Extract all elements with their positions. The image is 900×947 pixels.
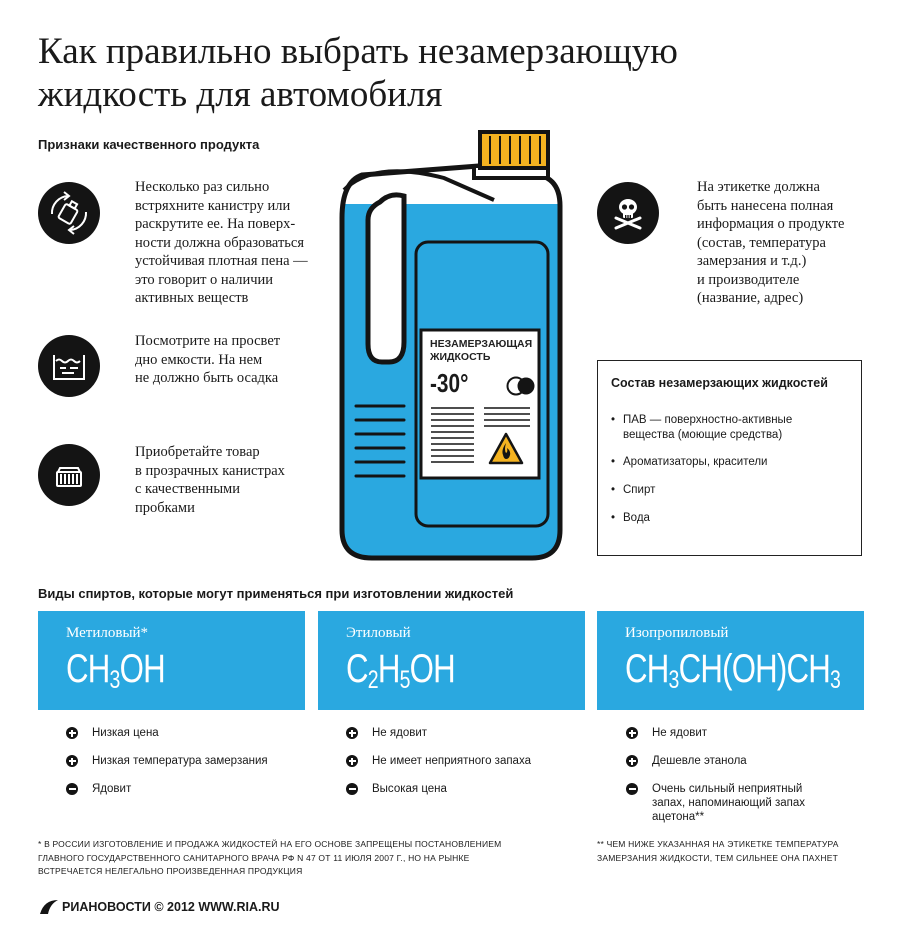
composition-item-line: вещества (моющие средства) — [623, 429, 783, 441]
tip-bottom-line: Посмотрите на просвет — [135, 333, 281, 349]
prop-line: Не ядовит — [372, 727, 428, 739]
tip-label-line: быть нанесена полная — [697, 197, 834, 214]
formula-subscript: 3 — [109, 666, 120, 694]
footnote-line: ВСТРЕЧАЕТСЯ НЕЛЕГАЛЬНО ПРОИЗВЕДЕННАЯ ПРОДУКЦИЯ — [38, 866, 303, 876]
brand-name: РИАНОВОСТИ — [62, 900, 151, 914]
prop-line: Низкая цена — [92, 727, 159, 739]
composition-item-line: • Ароматизаторы, красители — [623, 456, 768, 468]
footnote-line: ** ЧЕМ НИЖЕ УКАЗАННАЯ НА ЭТИКЕТКЕ ТЕМПЕРАТУРА — [597, 839, 839, 849]
tip-label — [697, 178, 845, 308]
tip-shake — [135, 178, 308, 308]
footnote-line: * В РОССИИ ИЗГОТОВЛЕНИЕ И ПРОДАЖА ЖИДКОСТЕЙ НА ЕГО ОСНОВЕ ЗАПРЕЩЕНЫ ПОСТАНОВЛЕНИЕМ — [38, 839, 502, 849]
signs-heading: Признаки качественного продукта — [38, 137, 260, 152]
brand-copyright: © 2012 WWW.RIA.RU — [154, 900, 280, 914]
formula-part: OH — [409, 647, 455, 691]
prop-line: Ядовит — [92, 783, 132, 795]
plus-icon — [626, 727, 638, 739]
footnote-line: ГЛАВНОГО ГОСУДАРСТВЕННОГО САНИТАРНОГО ВРАЧА РФ N 47 ОТ 11 ИЮЛЯ 2007 Г., НО НА РЫНКЕ — [38, 852, 470, 863]
prop-line: запах, напоминающий запах — [652, 797, 806, 809]
plus-icon — [626, 755, 638, 767]
shake-bottle-icon — [38, 182, 100, 244]
composition-item — [623, 455, 768, 470]
tip-shake-line: это говорит о наличии — [135, 271, 274, 288]
isopropyl-prop — [652, 726, 707, 740]
formula-part: CH — [66, 647, 110, 691]
tip-bottom-line: дно емкости. На нем — [135, 351, 263, 368]
formula-subscript: 2 — [367, 666, 378, 694]
composition-item-line: • Спирт — [623, 484, 656, 496]
bottle-label-line-1: НЕЗАМЕРЗАЮЩАЯ — [430, 338, 533, 350]
tip-label-line: и производителе — [697, 271, 800, 288]
minus-icon — [626, 783, 638, 795]
prop-line: ацетона** — [652, 811, 705, 823]
tip-shake-line: ности должна образоваться — [135, 234, 305, 251]
formula-part: H — [377, 647, 400, 691]
formula-subscript: 3 — [668, 666, 679, 694]
plus-icon — [66, 727, 78, 739]
alcohols-heading: Виды спиртов, которые могут применяться при изготовлении жидкостей — [38, 586, 514, 601]
formula-subscript: 3 — [830, 666, 841, 694]
footnote-smell — [597, 838, 839, 865]
ria-logo-icon — [38, 898, 60, 916]
prop-line: Высокая цена — [372, 783, 447, 795]
bottle-label-temperature: -30° — [430, 368, 469, 398]
ethyl-formula — [346, 647, 455, 694]
methyl-prop — [92, 754, 268, 768]
methyl-prop — [92, 782, 131, 796]
minus-icon — [66, 783, 78, 795]
tip-canister-line: пробками — [135, 499, 195, 516]
composition-title: Состав незамерзающих жидкостей — [611, 376, 828, 390]
bottle-label-line-2: ЖИДКОСТЬ — [430, 351, 491, 363]
prop-line: Очень сильный неприятный — [652, 783, 803, 795]
tip-shake-line: раскрутите ее. На поверх- — [135, 216, 296, 232]
tip-label-line: (название, адрес) — [697, 290, 804, 306]
composition-item — [623, 511, 650, 526]
tip-bottom — [135, 332, 280, 388]
ethyl-prop — [372, 782, 447, 796]
tip-label-line: (состав, температура — [697, 234, 826, 251]
minus-icon — [346, 783, 358, 795]
isopropyl-name: Изопропиловый — [625, 625, 729, 641]
flammable-warning-icon — [488, 432, 524, 466]
tip-shake-line: активных веществ — [135, 290, 249, 306]
isopropyl-formula — [625, 647, 841, 694]
methyl-formula — [66, 647, 165, 694]
bottle-cap-icon — [38, 444, 100, 506]
composition-item-line: • ПАВ — поверхностно-активные — [623, 414, 793, 426]
formula-part: CH(OH)CH — [678, 647, 831, 691]
formula-part: C — [346, 647, 368, 691]
footnote-line: ЗАМЕРЗАНИЯ ЖИДКОСТИ, ТЕМ СИЛЬНЕЕ ОНА ПАХНЕТ — [597, 852, 839, 863]
composition-item — [623, 413, 792, 443]
tip-canister-line: в прозрачных канистрах — [135, 462, 285, 479]
ethyl-panel — [318, 611, 585, 710]
composition-item — [623, 483, 655, 498]
tip-label-line: На этикетке должна — [697, 179, 820, 195]
prop-line: Не имеет неприятного запаха — [372, 755, 531, 767]
title-line-1: Как правильно выбрать незамерзающую — [38, 31, 678, 72]
plus-icon — [346, 755, 358, 767]
composition-item-line: • Вода — [623, 512, 650, 524]
skull-crossbones-icon — [597, 182, 659, 244]
plus-icon — [66, 755, 78, 767]
tip-canister-line: Приобретайте товар — [135, 444, 260, 460]
title-line-2: жидкость для автомобиля — [38, 74, 443, 115]
isopropyl-prop — [652, 782, 805, 824]
tip-label-line: информация о продукте — [697, 216, 845, 232]
ethyl-prop — [372, 726, 427, 740]
prop-line: Дешевле этанола — [652, 755, 747, 767]
composition-box — [597, 360, 862, 556]
ethyl-prop — [372, 754, 531, 768]
bottle-label-title — [430, 338, 532, 364]
isopropyl-prop — [652, 754, 747, 768]
tip-shake-line: Несколько раз сильно — [135, 179, 270, 195]
liquid-level-icon — [38, 335, 100, 397]
tip-shake-line: встряхните канистру или — [135, 197, 291, 214]
methyl-prop — [92, 726, 159, 740]
tip-bottom-line: не должно быть осадка — [135, 370, 279, 386]
ethyl-name: Этиловый — [346, 625, 411, 641]
page-title — [38, 30, 858, 116]
formula-subscript: 5 — [399, 666, 410, 694]
isopropyl-panel — [597, 611, 864, 710]
plus-icon — [346, 727, 358, 739]
prop-line: Низкая температура замерзания — [92, 755, 268, 767]
tip-canister — [135, 443, 285, 517]
tip-shake-line: устойчивая плотная пена — — [135, 253, 308, 269]
tip-canister-line: с качественными — [135, 481, 240, 497]
formula-part: CH — [625, 647, 669, 691]
formula-part: OH — [119, 647, 165, 691]
methyl-name: Метиловый* — [66, 625, 149, 641]
prop-line: Не ядовит — [652, 727, 708, 739]
footnote-methyl — [38, 838, 501, 879]
brand-line — [62, 900, 280, 914]
tip-label-line: замерзания и т.д.) — [697, 253, 807, 269]
methyl-panel — [38, 611, 305, 710]
